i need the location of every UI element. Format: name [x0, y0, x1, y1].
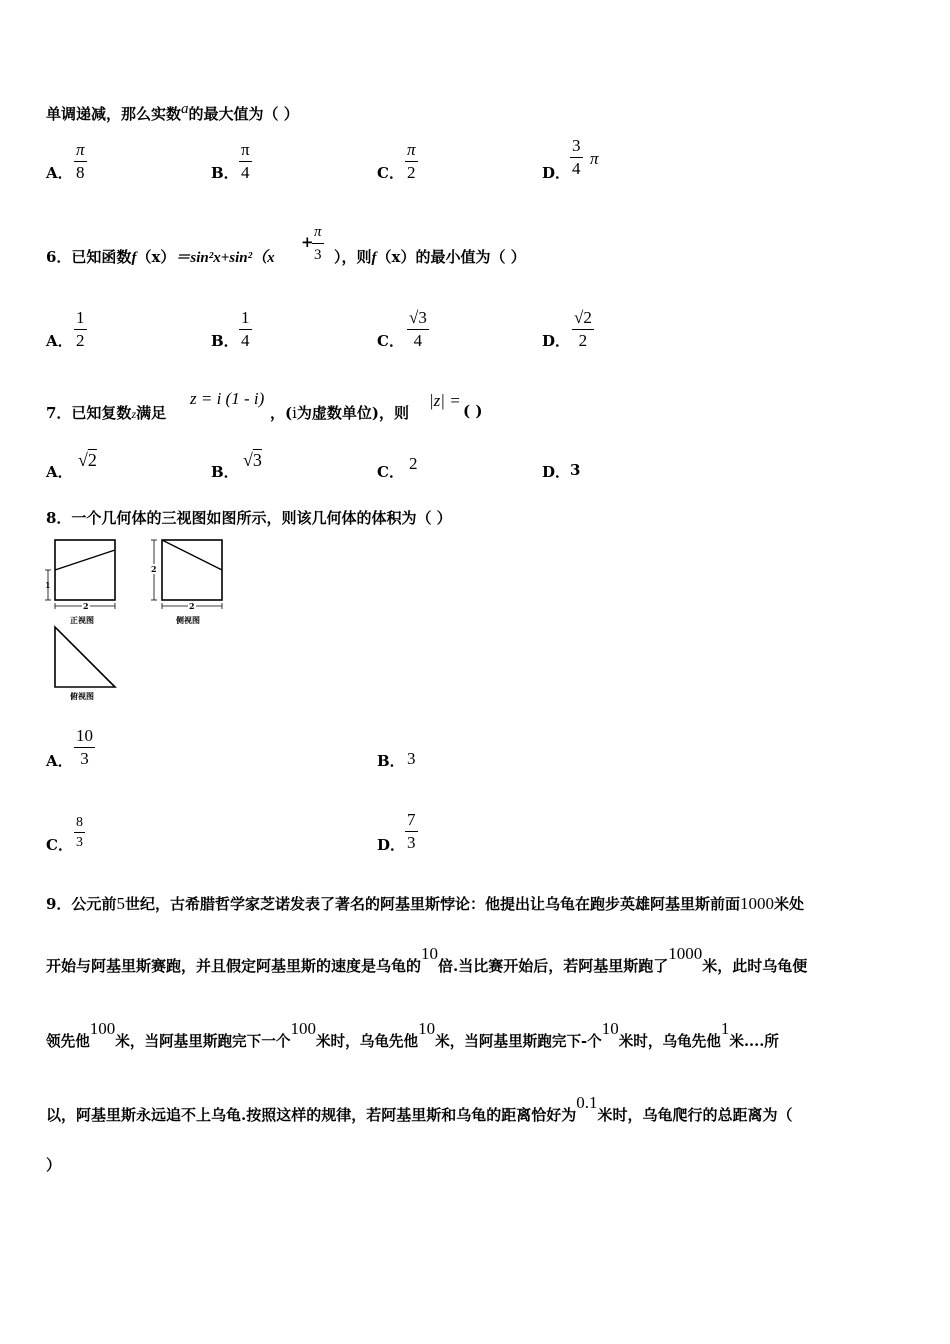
- q6-fraction-den: 3: [314, 247, 322, 263]
- q7-satisfy-text: 满足: [136, 404, 167, 422]
- side-width-dim: 2: [189, 601, 195, 611]
- q8-stem: 8．一个几何体的三视图如图所示，则该几何体的体积为（ ）: [46, 509, 452, 527]
- q5-option-a-num: π: [76, 140, 85, 159]
- side-height-dim: 2: [151, 564, 157, 574]
- side-view-label: 侧视图: [176, 615, 200, 625]
- q6-option-b-num: 1: [241, 308, 250, 327]
- q8-option-a-den: 3: [80, 749, 89, 768]
- q5-option-d-fraction: [570, 136, 583, 179]
- front-view: [45, 540, 115, 625]
- q6-option-c-label[interactable]: C．: [377, 332, 404, 350]
- q9-text-1b: 世纪，古希腊哲学家芝诺发表了著名的阿基里斯悖论：他提出让乌龟在跑步英雄阿基里斯前面: [124, 895, 740, 913]
- front-height-dim: 1: [45, 580, 51, 590]
- q9-text-3f: 米....所: [729, 1033, 779, 1050]
- q5-option-a-label[interactable]: A．: [46, 164, 73, 182]
- q5-variable-a: a: [181, 101, 189, 117]
- q7-option-c-value: 2: [409, 454, 418, 473]
- q9-text-3b: 米，当阿基里斯跑完下一个: [115, 1033, 291, 1050]
- q8-option-c-den: 3: [76, 835, 83, 850]
- q6-option-c-num: √3: [409, 308, 427, 327]
- q9-number-100-b: 100: [290, 1019, 316, 1038]
- q6-function-f-2: f: [371, 250, 377, 266]
- q8-option-a-fraction: [74, 726, 95, 769]
- q6-close-text: ），则: [334, 248, 372, 266]
- q5-option-d-den: 4: [572, 159, 581, 178]
- q7-option-a-label[interactable]: A．: [46, 463, 73, 481]
- q6-paren-x-2: （x）: [376, 248, 416, 266]
- q9-text-1c: 米处: [773, 895, 804, 913]
- q9-line-1: [46, 893, 804, 914]
- q5-stem: [46, 103, 299, 124]
- q6-option-a-fraction: [74, 308, 87, 351]
- q7-mid-text: ，(: [270, 404, 293, 422]
- q5-option-b-label[interactable]: B．: [211, 164, 239, 182]
- q8-option-c-num: 8: [76, 815, 83, 830]
- q6-number-text: 6．已知函数: [46, 248, 132, 266]
- q5-stem-text-b: 的最大值为（ ）: [188, 105, 299, 123]
- q6-option-c-den: 4: [413, 331, 423, 350]
- q8-option-a-num: 10: [76, 726, 93, 745]
- q6-option-d-num: √2: [574, 308, 592, 327]
- q5-option-d-label[interactable]: D．: [542, 164, 571, 182]
- q6-stem-tail: [334, 246, 526, 267]
- q6-function-f: f: [131, 250, 137, 266]
- q5-option-b-fraction: [239, 140, 252, 183]
- q7-tail: ( ): [463, 402, 483, 420]
- q5-stem-text-a: 单调递减，那么实数: [46, 105, 182, 123]
- q7-option-b-value: 3: [252, 450, 262, 470]
- q6-option-b-fraction: [239, 308, 252, 351]
- top-view-label: 俯视图: [70, 691, 94, 701]
- q6-option-d-den: 2: [578, 331, 588, 350]
- q6-option-a-num: 1: [76, 308, 85, 327]
- q9-text-4b: 米时，乌龟爬行的总距离为（: [597, 1106, 793, 1124]
- q7-stem-mid: [270, 402, 409, 423]
- q5-option-b-den: 4: [241, 163, 250, 182]
- q5-option-c-label[interactable]: C．: [377, 164, 404, 182]
- q6-option-a-den: 2: [76, 331, 85, 350]
- q5-option-c-fraction: [405, 140, 418, 183]
- q6-fraction: [312, 222, 324, 265]
- q8-option-b-label[interactable]: B．: [377, 752, 405, 770]
- q9-text-1a: 9．公元前: [46, 895, 117, 913]
- q9-line-5: ）: [46, 1156, 62, 1174]
- front-width-dim: 2: [83, 601, 89, 611]
- q8-option-c-fraction: [74, 814, 85, 851]
- q6-paren-x: （x）: [136, 248, 176, 266]
- q5-option-c-den: 2: [407, 163, 416, 182]
- q9-number-1000-a: 1000: [739, 894, 774, 913]
- q8-option-a-label[interactable]: A．: [46, 752, 73, 770]
- three-view-diagram: [40, 530, 240, 710]
- q5-option-a-den: 8: [76, 163, 85, 182]
- q9-line-4: [46, 1093, 793, 1125]
- q8-option-d-num: 7: [407, 810, 416, 829]
- q9-text-3e: 米时，乌龟先他: [618, 1033, 721, 1050]
- q9-number-0-1: 0.1: [576, 1093, 598, 1112]
- q6-plus-sign: +: [301, 233, 314, 251]
- q5-option-d-num: 3: [572, 136, 581, 155]
- q7-abs-z: |z| =: [429, 391, 461, 410]
- q6-fraction-num: π: [314, 224, 322, 240]
- q7-option-d-label[interactable]: D．: [542, 463, 571, 481]
- q7-option-b-sqrt: √3: [243, 450, 262, 470]
- q8-option-b-value: 3: [407, 749, 416, 768]
- q9-number-10-a: 10: [421, 944, 439, 963]
- q8-option-d-den: 3: [407, 833, 416, 852]
- q7-option-c-label[interactable]: C．: [377, 463, 404, 481]
- q9-text-3a: 领先他: [46, 1033, 90, 1050]
- q6-option-d-fraction: [572, 308, 594, 351]
- q9-text-4a: 以，阿基里斯永远追不上乌龟.按照这样的规律，若阿基里斯和乌龟的距离恰好为: [46, 1106, 577, 1124]
- q6-option-d-label[interactable]: D．: [542, 332, 571, 350]
- q5-option-b-num: π: [241, 140, 250, 159]
- q7-option-a-value: 2: [87, 450, 97, 470]
- q7-stem-head: [46, 402, 166, 423]
- q9-text-3c: 米时，乌龟先他: [315, 1033, 419, 1050]
- side-view: [150, 540, 222, 625]
- q9-text-3d: 米，当阿基里斯跑完下-个: [435, 1033, 602, 1050]
- q9-number-5: 5: [116, 894, 125, 913]
- q7-imaginary-i: i: [292, 404, 297, 422]
- q9-number-1: 1: [720, 1019, 730, 1038]
- top-view: [55, 627, 115, 701]
- q7-variable-z: z: [131, 407, 137, 421]
- q7-option-d-value: 3: [570, 461, 581, 479]
- q7-expression: z = i (1 - i): [190, 389, 265, 408]
- q9-line-2: [46, 944, 808, 976]
- q8-option-d-fraction: [405, 810, 418, 853]
- q5-option-d-pi: π: [590, 149, 599, 168]
- q6-option-c-fraction: [407, 308, 429, 351]
- q6-option-b-den: 4: [241, 331, 250, 350]
- front-view-label: 正视图: [70, 615, 94, 625]
- q9-number-100-a: 100: [89, 1019, 116, 1038]
- q7-option-b-label[interactable]: B．: [211, 463, 239, 481]
- q7-option-a-sqrt: √2: [78, 450, 97, 470]
- q5-option-a-fraction: [74, 140, 87, 183]
- q6-option-a-label[interactable]: A．: [46, 332, 73, 350]
- q6-stem: [46, 246, 275, 267]
- q6-option-b-label[interactable]: B．: [211, 332, 239, 350]
- q9-text-2b: 倍.当比赛开始后，若阿基里斯跑了: [438, 957, 669, 975]
- q9-line-3: [46, 1019, 779, 1051]
- q9-number-1000-b: 1000: [668, 944, 703, 963]
- q9-number-10-c: 10: [601, 1019, 619, 1038]
- q6-expression: ＝sin²x+sin²（x: [175, 250, 275, 266]
- q9-text-2c: 米，此时乌龟便: [702, 957, 808, 975]
- q7-unit-text: 为虚数单位)，则: [296, 404, 410, 422]
- q6-tail-text: 的最小值为（ ）: [415, 248, 526, 266]
- q9-number-10-b: 10: [418, 1019, 436, 1038]
- q8-option-c-label[interactable]: C．: [46, 836, 73, 854]
- q8-option-d-label[interactable]: D．: [377, 836, 406, 854]
- q5-option-c-num: π: [407, 140, 416, 159]
- q7-head-text: 7．已知复数: [46, 404, 132, 422]
- q9-text-2a: 开始与阿基里斯赛跑，并且假定阿基里斯的速度是乌龟的: [46, 957, 422, 975]
